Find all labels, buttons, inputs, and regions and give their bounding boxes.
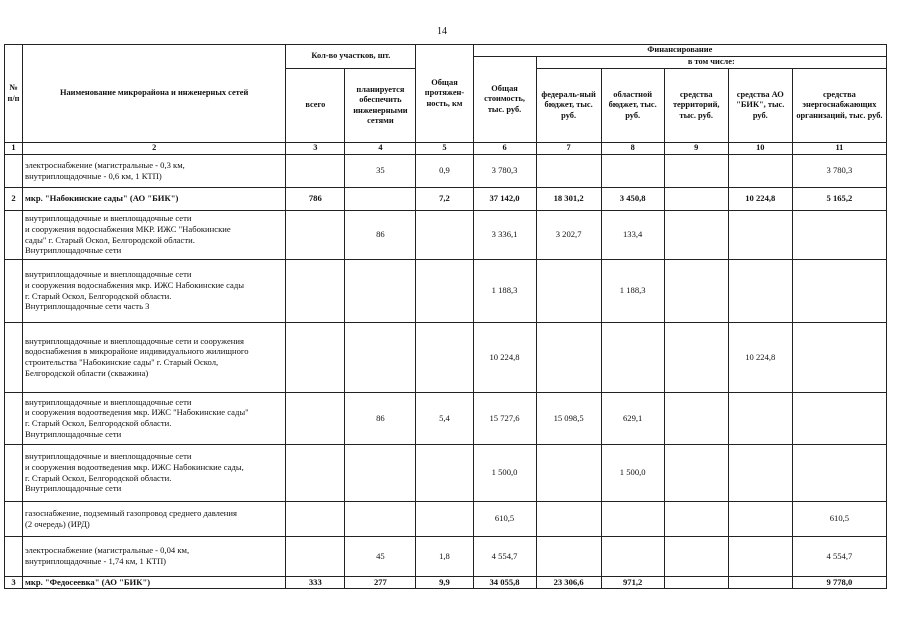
- header-regional: областной бюджет, тыс. руб.: [601, 69, 664, 143]
- row-name: [23, 536, 286, 576]
- territory-cell: [664, 210, 728, 259]
- row-name-line: Внутриплощадочные сети: [25, 483, 122, 494]
- row-name-line: Внутриплощадочные сети: [25, 245, 122, 256]
- header-num: № п/п: [5, 45, 23, 143]
- table-row: [5, 322, 887, 392]
- row-name: [23, 501, 286, 536]
- row-name-line: внутриплощадочные - 1,74 км, 1 КТП): [25, 556, 167, 566]
- length-cell: [416, 444, 473, 501]
- row-name-line: и сооружения водоотведения мкр. ИЖС "Набокинские сады": [25, 407, 249, 418]
- plots-total-cell: 333: [286, 576, 345, 588]
- row-name-line: внутриплощадочные и внеплощадочные сети: [25, 396, 192, 407]
- column-number: 7: [536, 143, 601, 155]
- column-number-row: [5, 143, 887, 155]
- federal-cell: 18 301,2: [536, 187, 601, 210]
- header-name: Наименование микрорайона и инженерных сетей: [23, 45, 286, 143]
- plots-planned-cell: [345, 501, 416, 536]
- federal-cell: [536, 536, 601, 576]
- page-number: 14: [437, 26, 447, 37]
- table-row: [5, 576, 887, 588]
- territory-cell: [664, 259, 728, 322]
- total-cost-cell: 34 055,8: [473, 576, 536, 588]
- length-cell: 1,8: [416, 536, 473, 576]
- energy-cell: 5 165,2: [792, 187, 886, 210]
- energy-cell: [792, 444, 886, 501]
- federal-cell: 23 306,6: [536, 576, 601, 588]
- length-cell: [416, 322, 473, 392]
- row-name: [23, 210, 286, 259]
- bik-cell: [728, 444, 792, 501]
- row-number: [5, 259, 23, 322]
- energy-cell: [792, 322, 886, 392]
- row-name: [23, 444, 286, 501]
- row-name: [23, 187, 286, 210]
- row-name-line: г. Старый Оскол, Белгородской области.: [25, 418, 172, 428]
- total-cost-cell: 3 336,1: [473, 210, 536, 259]
- length-cell: 9,9: [416, 576, 473, 588]
- regional-cell: 1 188,3: [601, 259, 664, 322]
- row-number: 3: [5, 576, 23, 588]
- row-name-line: электроснабжение (магистральные - 0,04 км,: [25, 545, 190, 556]
- plots-planned-cell: [345, 259, 416, 322]
- column-number: 2: [23, 143, 286, 155]
- row-name-line: внутриплощадочные и внеплощадочные сети и сооружения: [25, 335, 244, 346]
- energy-cell: 3 780,3: [792, 154, 886, 187]
- table-row: [5, 187, 887, 210]
- column-number: 6: [473, 143, 536, 155]
- header-including: в том числе:: [536, 57, 886, 69]
- row-name-line: и сооружения водоснабжения мкр. ИЖС Набокинские сады: [25, 279, 245, 290]
- total-cost-cell: 10 224,8: [473, 322, 536, 392]
- column-number: 3: [286, 143, 345, 155]
- header-plots-total: всего: [286, 69, 345, 143]
- plots-planned-cell: 277: [345, 576, 416, 588]
- row-name-line: внутриплощадочные - 0,6 км, 1 КТП): [25, 170, 162, 181]
- length-cell: 5,4: [416, 392, 473, 444]
- header-energy: средства энергоснабжающих организаций, тыс. руб.: [792, 69, 886, 143]
- header-territory: средства территорий, тыс. руб.: [664, 69, 728, 143]
- energy-cell: 9 778,0: [792, 576, 886, 588]
- federal-cell: [536, 259, 601, 322]
- row-name: [23, 154, 286, 187]
- federal-cell: [536, 322, 601, 392]
- energy-cell: 610,5: [792, 501, 886, 536]
- row-number: [5, 536, 23, 576]
- table-row: [5, 444, 887, 501]
- plots-total-cell: [286, 154, 345, 187]
- energy-cell: [792, 392, 886, 444]
- row-name-line: внутриплощадочные и внеплощадочные сети: [25, 269, 192, 280]
- row-number: [5, 501, 23, 536]
- column-number: 10: [728, 143, 792, 155]
- column-number: 8: [601, 143, 664, 155]
- federal-cell: 3 202,7: [536, 210, 601, 259]
- row-name-line: и сооружения водоснабжения МКР. ИЖС "Набокинские: [25, 223, 231, 234]
- plots-total-cell: [286, 210, 345, 259]
- energy-cell: [792, 210, 886, 259]
- column-number: 5: [416, 143, 473, 155]
- header-financing: Финансирование: [473, 45, 886, 57]
- plots-total-cell: [286, 392, 345, 444]
- bik-cell: [728, 536, 792, 576]
- header-plots-planned: планируется обеспечить инженерными сетями: [345, 69, 416, 143]
- total-cost-cell: 1 188,3: [473, 259, 536, 322]
- regional-cell: 3 450,8: [601, 187, 664, 210]
- column-number: 11: [792, 143, 886, 155]
- row-name: [23, 322, 286, 392]
- length-cell: [416, 210, 473, 259]
- federal-cell: 15 098,5: [536, 392, 601, 444]
- bik-cell: 10 224,8: [728, 322, 792, 392]
- column-number: 4: [345, 143, 416, 155]
- regional-cell: 629,1: [601, 392, 664, 444]
- length-cell: [416, 501, 473, 536]
- row-name-line: мкр. "Федосеевка" (АО "БИК"): [25, 576, 151, 587]
- row-name-line: г. Старый Оскол, Белгородской области.: [25, 472, 172, 483]
- row-name-line: г. Старый Оскол, Белгородской области.: [25, 290, 172, 301]
- total-cost-cell: 15 727,6: [473, 392, 536, 444]
- row-number: [5, 444, 23, 501]
- plots-total-cell: [286, 444, 345, 501]
- length-cell: [416, 259, 473, 322]
- plots-planned-cell: [345, 322, 416, 392]
- row-name: [23, 576, 286, 588]
- table-row: [5, 154, 887, 187]
- row-number: [5, 392, 23, 444]
- bik-cell: [728, 576, 792, 588]
- total-cost-cell: 3 780,3: [473, 154, 536, 187]
- regional-cell: [601, 154, 664, 187]
- territory-cell: [664, 536, 728, 576]
- column-number: 1: [5, 143, 23, 155]
- table-header: [5, 45, 887, 155]
- federal-cell: [536, 501, 601, 536]
- territory-cell: [664, 187, 728, 210]
- row-name: [23, 392, 286, 444]
- plots-planned-cell: 35: [345, 154, 416, 187]
- territory-cell: [664, 576, 728, 588]
- regional-cell: [601, 536, 664, 576]
- regional-cell: 133,4: [601, 210, 664, 259]
- plots-total-cell: [286, 501, 345, 536]
- plots-total-cell: [286, 536, 345, 576]
- plots-total-cell: 786: [286, 187, 345, 210]
- row-name-line: газоснабжение, подземный газопровод среднего давления: [25, 507, 237, 518]
- territory-cell: [664, 501, 728, 536]
- table-row: [5, 210, 887, 259]
- row-name-line: внутриплощадочные и внеплощадочные сети: [25, 213, 192, 224]
- table-row: [5, 536, 887, 576]
- row-name-line: Внутриплощадочные сети часть 3: [25, 301, 150, 312]
- row-number: 2: [5, 187, 23, 210]
- row-number: [5, 322, 23, 392]
- table-body: [5, 154, 887, 588]
- table-row: [5, 259, 887, 322]
- plots-planned-cell: 86: [345, 210, 416, 259]
- territory-cell: [664, 322, 728, 392]
- row-name-line: внутриплощадочные и внеплощадочные сети: [25, 451, 192, 462]
- row-name-line: Белгородской области (скважина): [25, 367, 149, 378]
- header-plots: Кол-во участков, шт.: [286, 45, 416, 69]
- bik-cell: [728, 210, 792, 259]
- header-bik: средства АО "БИК", тыс. руб.: [728, 69, 792, 143]
- row-name-line: электроснабжение (магистральные - 0,3 км,: [25, 159, 185, 170]
- territory-cell: [664, 154, 728, 187]
- table-row: [5, 392, 887, 444]
- total-cost-cell: 37 142,0: [473, 187, 536, 210]
- table-row: [5, 501, 887, 536]
- row-name-line: (2 очередь) (ИРД): [25, 518, 90, 529]
- header-total-cost: Общая стоимость, тыс. руб.: [473, 57, 536, 143]
- length-cell: 0,9: [416, 154, 473, 187]
- row-name-line: и сооружения водоотведения мкр. ИЖС Набокинские сады,: [25, 461, 244, 472]
- bik-cell: [728, 501, 792, 536]
- plots-planned-cell: [345, 187, 416, 210]
- federal-cell: [536, 154, 601, 187]
- row-name-line: водоснабжения в микрорайоне индивидуального жилищного: [25, 346, 249, 357]
- energy-cell: 4 554,7: [792, 536, 886, 576]
- total-cost-cell: 4 554,7: [473, 536, 536, 576]
- header-federal: федераль-ный бюджет, тыс. руб.: [536, 69, 601, 143]
- total-cost-cell: 1 500,0: [473, 444, 536, 501]
- row-number: [5, 154, 23, 187]
- row-number: [5, 210, 23, 259]
- regional-cell: [601, 322, 664, 392]
- row-name-line: строительства "Набокинские сады" г. Старый Оскол,: [25, 357, 219, 367]
- row-name-line: Внутриплощадочные сети: [25, 428, 122, 439]
- regional-cell: 1 500,0: [601, 444, 664, 501]
- federal-cell: [536, 444, 601, 501]
- row-name-line: мкр. "Набокинские сады" (АО "БИК"): [25, 193, 179, 204]
- regional-cell: 971,2: [601, 576, 664, 588]
- column-number: 9: [664, 143, 728, 155]
- header-length: Общая протяжен-ность, км: [416, 45, 473, 143]
- bik-cell: [728, 392, 792, 444]
- plots-planned-cell: [345, 444, 416, 501]
- plots-total-cell: [286, 259, 345, 322]
- bik-cell: [728, 154, 792, 187]
- territory-cell: [664, 392, 728, 444]
- plots-planned-cell: 45: [345, 536, 416, 576]
- energy-cell: [792, 259, 886, 322]
- territory-cell: [664, 444, 728, 501]
- plots-planned-cell: 86: [345, 392, 416, 444]
- regional-cell: [601, 501, 664, 536]
- bik-cell: 10 224,8: [728, 187, 792, 210]
- financing-table: [4, 44, 887, 589]
- plots-total-cell: [286, 322, 345, 392]
- row-name-line: сады" г. Старый Оскол, Белгородской области.: [25, 234, 195, 245]
- total-cost-cell: 610,5: [473, 501, 536, 536]
- bik-cell: [728, 259, 792, 322]
- row-name: [23, 259, 286, 322]
- length-cell: 7,2: [416, 187, 473, 210]
